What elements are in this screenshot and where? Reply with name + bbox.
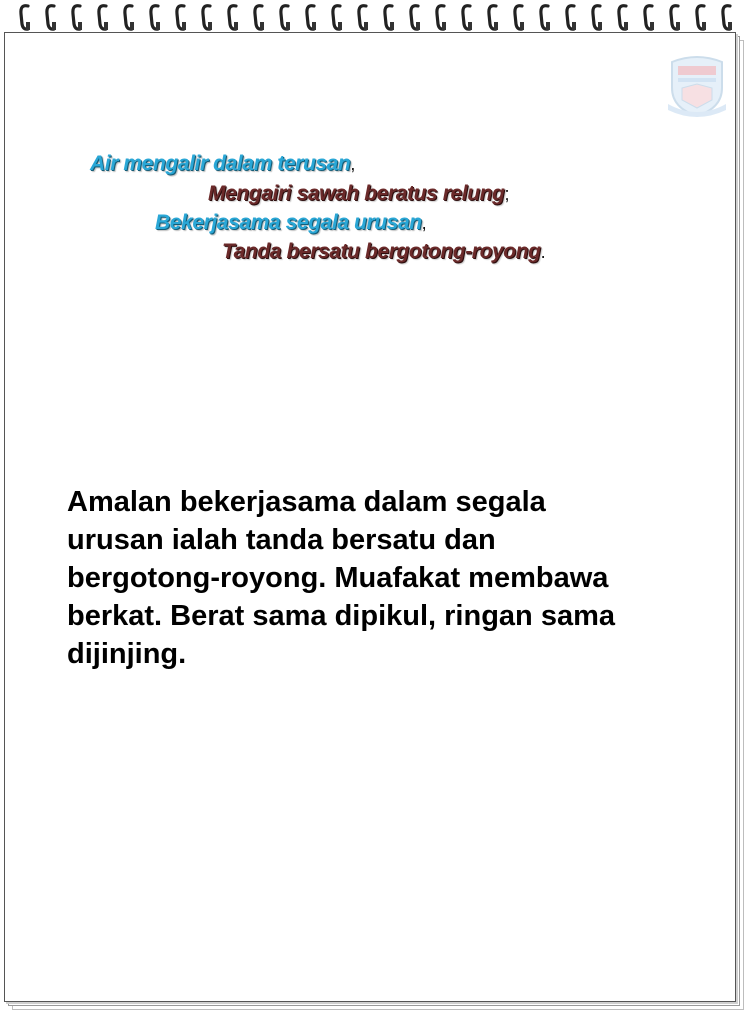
spiral-ring — [99, 6, 108, 30]
school-crest-watermark — [668, 54, 726, 118]
spiral-ring — [515, 6, 524, 30]
spiral-ring — [671, 6, 680, 30]
pantun-line-3 — [155, 211, 426, 235]
spiral-ring — [229, 6, 238, 30]
spiral-ring — [281, 6, 290, 30]
pantun-line-3-punct: , — [421, 213, 427, 233]
spiral-ring — [541, 6, 550, 30]
spiral-ring — [255, 6, 264, 30]
spiral-ring — [567, 6, 576, 30]
spiral-ring — [723, 6, 732, 30]
spiral-ring — [437, 6, 446, 30]
spiral-ring — [333, 6, 342, 30]
pantun-line-2 — [208, 182, 509, 206]
spiral-ring — [489, 6, 498, 30]
pantun-line-1 — [90, 152, 355, 176]
spiral-ring — [73, 6, 82, 30]
spiral-binding — [0, 0, 748, 40]
spiral-ring — [307, 6, 316, 30]
spiral-ring — [177, 6, 186, 30]
spiral-ring — [359, 6, 368, 30]
spiral-ring — [151, 6, 160, 30]
pantun-line-1-punct: , — [350, 154, 355, 174]
pantun-line-2-punct: ; — [504, 184, 510, 204]
pantun-line-1-text: Air mengalir dalam terusan — [90, 152, 351, 175]
spiral-ring — [411, 6, 420, 30]
spiral-ring — [619, 6, 628, 30]
spiral-ring — [593, 6, 602, 30]
spiral-ring — [203, 6, 212, 30]
spiral-ring — [645, 6, 654, 30]
spiral-ring — [125, 6, 134, 30]
spiral-ring — [697, 6, 706, 30]
pantun-line-2-text: Mengairi sawah beratus relung — [208, 182, 505, 205]
spiral-ring — [463, 6, 472, 30]
pantun-line-4-punct: . — [540, 242, 546, 262]
pantun-line-4-text: Tanda bersatu bergotong-royong — [222, 240, 541, 263]
pantun-line-4 — [222, 240, 545, 264]
spiral-ring — [47, 6, 56, 30]
spiral-ring — [21, 6, 30, 30]
body-paragraph: Amalan bekerjasama dalam segala urusan ialah tanda bersatu dan bergotong-royong. Muafakat membawa berkat. Berat sama dipikul, ringan sama dijinjing. — [67, 486, 615, 670]
spiral-ring — [385, 6, 394, 30]
pantun-line-3-text: Bekerjasama segala urusan — [155, 211, 422, 234]
